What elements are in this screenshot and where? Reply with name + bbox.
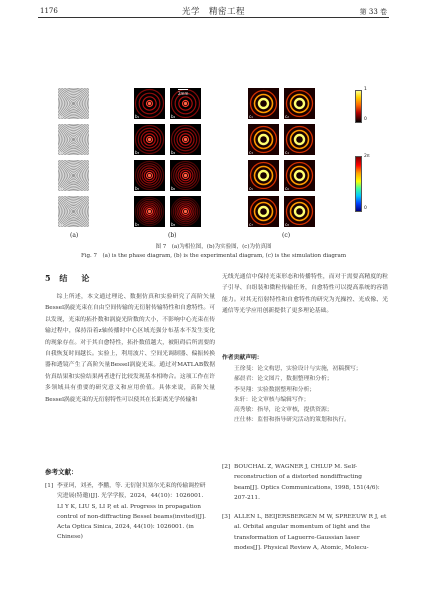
subfigure-label: b₂ [171,114,176,119]
subfigure-label: a₄ [59,222,64,227]
subfigure-label: c₂ [285,114,289,119]
reference-1 [45,481,210,543]
phase-diagram-cell [58,160,89,191]
colorbar-top-max: 1 [364,87,367,92]
reference-text: BOUCHAL Z, WAGNER J, CHLUP M. Self-reconstruction of a distorted nondiffracting beam[J]. Optics Communications, 1998, 151(4/6): 207-211. [234,464,380,501]
page-number: 1176 [40,7,58,15]
subfigure-label: b₄ [171,150,176,155]
column-label-c: (c) [282,232,291,239]
header-rule [38,17,389,18]
simulation-cell [248,160,279,191]
figure-caption-en: Fig. 7 (a) is the phase diagram, (b) is the experimental diagram, (c) is the simulation diagram [80,253,347,259]
reference-text: ALLEN L, BEIJERSBERGEN M W, SPREEUW R J, et al. Orbital angular momentum of light and the transformation of Laguerre-Gaussian laser modes[J]. Physical Review A, Atomic, Molecu- [234,514,387,551]
author-contributions [222,353,388,425]
experimental-cell [134,196,165,227]
reference-number: [2] [222,464,231,470]
conclusion-left-column [45,292,215,406]
simulation-cell [248,124,279,155]
conclusion-right-column [222,272,388,318]
contribution-item: 李昊翔：实验数据整理和分析； [234,386,316,393]
subfigure-label: a₃ [59,186,64,191]
experimental-cell [170,124,201,155]
simulation-cell [284,124,315,155]
experimental-cell [134,124,165,155]
subfigure-label: c₈ [285,222,289,227]
scale-bar [178,89,188,90]
column-label-b: (b) [168,232,177,239]
contribution-item: 高秀敏：指导，论文审核，提供资源； [234,407,333,414]
subfigure-label: a₁ [59,114,64,119]
intensity-colorbar [355,90,362,123]
simulation-cell [284,160,315,191]
conclusion-paragraph-continued: 无线光通信中保持光束形态和传播特性，而对于需要高精度的粒子引导、自组装和微粒传输任务，自愈特性可以提高系统的容错能力。对其无衍射特性和自愈特性的研究为光操控、光成像、光通信等光学应用创新提供了更多理论基础。 [222,274,388,315]
subfigure-label: b₈ [171,222,176,227]
experimental-cell [134,88,165,119]
reference-text-en: LI Y K, LIU S, LI P, et al. Progress in propagation control of non-diffracting Bessel beams(invited)[J]. Acta Optica Sinica, 2024, 44(10): 1026001. (in Chinese) [57,503,207,541]
contribution-item: 朱轩：论文审核与编辑写作； [234,396,310,403]
simulation-cell [248,88,279,119]
phase-diagram-cell [58,124,89,155]
reference-number: [1] [45,483,54,489]
phase-colorbar [355,156,362,212]
volume-label: 第 33 卷 [359,8,387,16]
simulation-cell [248,196,279,227]
contribution-item: 庄仕林：监督和指导研究活动的策划和执行。 [234,417,350,424]
simulation-cell [284,196,315,227]
subfigure-label: c₃ [249,150,253,155]
section-title: 结 论 [59,273,93,283]
section-heading [45,273,92,284]
figure-7 [58,84,343,232]
section-number: 5 [45,273,54,283]
experimental-cell [170,88,201,119]
contribution-item: 王徐斐：论文构思，实验设计与实施，初稿撰写； [234,366,362,373]
simulation-cell [284,88,315,119]
subfigure-label: c₁ [249,114,253,119]
colorbar-top-min: 0 [364,117,367,122]
reference-3 [222,512,388,553]
journal-title: 光学 精密工程 [181,7,245,17]
subfigure-label: c₅ [249,186,253,191]
subfigure-label: b₇ [135,222,140,227]
experimental-cell [170,160,201,191]
colorbar-bottom-max: 2π [364,154,370,159]
subfigure-label: c₇ [249,222,253,227]
scale-bar-label: 2mm [178,91,189,96]
colorbar-bottom-min: 0 [364,206,367,211]
experimental-cell [134,160,165,191]
contributions-heading: 作者贡献声明： [222,355,263,361]
subfigure-label: a₂ [59,150,64,155]
reference-text-cn: 李亚珂，刘圣，李鹏，等. 无衍射贝塞尔光束的传输调控研究进展(特邀)[J]. 光学学报，2024，44(10)：1026001. [57,483,206,500]
experimental-cell [170,196,201,227]
subfigure-label: c₄ [285,150,289,155]
column-label-a: (a) [70,232,79,239]
phase-diagram-cell [58,196,89,227]
conclusion-paragraph: 综上所述，本文通过理论、数据仿真和实验研究了高阶矢量Bessel涡旋光束在自由空间传输的无衍射传输特性和自愈特性。可以发现，光束的拓扑数和涡旋光阶数的大小，不影响中心光束在传输过程中，保持沿着z轴传播时中心区域光强分布基本不发生变化的现象存在。对于其自愈特性，拓扑数值越大，被阻碍后所需要的自我恢复时间越长。实验上，利用波片、空间光调制器、偏振转换器和透镜产生了高阶矢量Bessel涡旋光束。通过对MATLAB数据仿真结果和实验结果两者进行比较发现基本相吻合。这项工作在许多领域具有重要的研究意义和应用价值。具体来说，高阶矢量Bessel涡旋光束的无衍射特性可以使其在长距离光学传输和 [45,294,215,403]
subfigure-label: c₆ [285,186,289,191]
subfigure-label: b₁ [135,114,140,119]
subfigure-label: b₅ [135,186,140,191]
phase-diagram-cell [58,88,89,119]
reference-2 [222,462,388,503]
contribution-item: 郝晨君：论文图片，数据整理和分析； [234,376,333,383]
figure-caption-cn: 图 7 (a)为相位图，(b)为实验图，(c)为仿真图 [155,244,272,250]
subfigure-label: b₆ [171,186,176,191]
references-heading: 参考文献： [45,468,78,476]
subfigure-label: b₃ [135,150,140,155]
reference-number: [3] [222,514,231,520]
